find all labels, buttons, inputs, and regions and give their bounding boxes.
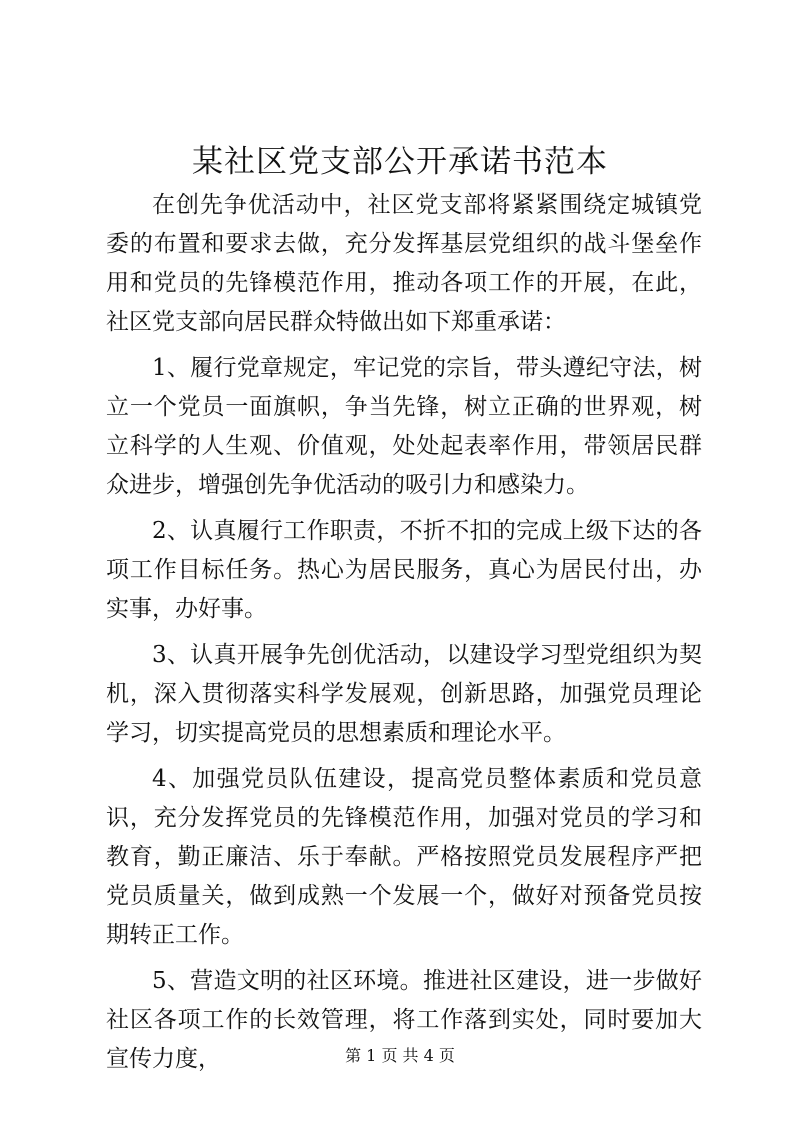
commitment-paragraph-2: 2、认真履行工作职责，不折不扣的完成上级下达的各项工作目标任务。热心为居民服务，真心为居民付出，办实事，办好事。 xyxy=(106,518,702,622)
document-title: 某社区党支部公开承诺书范本 xyxy=(192,144,608,180)
commitment-paragraph-4: 4、加强党员队伍建设，提高党员整体素质和党员意识，充分发挥党员的先锋模范作用，加强对党员的学习和教育，勤正廉洁、乐于奉献。严格按照党员发展程序严把党员质量关，做到成熟一个发展一个，做好对预备党员按期转正工作。 xyxy=(106,766,702,948)
commitment-paragraph-1: 1、履行党章规定，牢记党的宗旨，带头遵纪守法，树立一个党员一面旗帜，争当先锋，树立正确的世界观，树立科学的人生观、价值观，处处起表率作用，带领居民群众进步，增强创先争优活动的吸引力和感染力。 xyxy=(106,355,702,498)
commitment-paragraph-3: 3、认真开展争先创优活动，以建设学习型党组织为契机，深入贯彻落实科学发展观，创新思路，加强党员理论学习，切实提高党员的思想素质和理论水平。 xyxy=(106,642,702,746)
document-body xyxy=(106,186,702,1086)
page-footer: 第 1 页 共 4 页 xyxy=(345,1046,455,1065)
intro-paragraph: 在创先争优活动中，社区党支部将紧紧围绕定城镇党委的布置和要求去做，充分发挥基层党组织的战斗堡垒作用和党员的先锋模范作用，推动各项工作的开展，在此，社区党支部向居民群众特做出如下郑重承诺： xyxy=(106,192,702,335)
commitment-paragraph-5: 5、营造文明的社区环境。推进社区建设，进一步做好社区各项工作的长效管理，将工作落到实处，同时要加大宣传力度， xyxy=(106,968,702,1072)
